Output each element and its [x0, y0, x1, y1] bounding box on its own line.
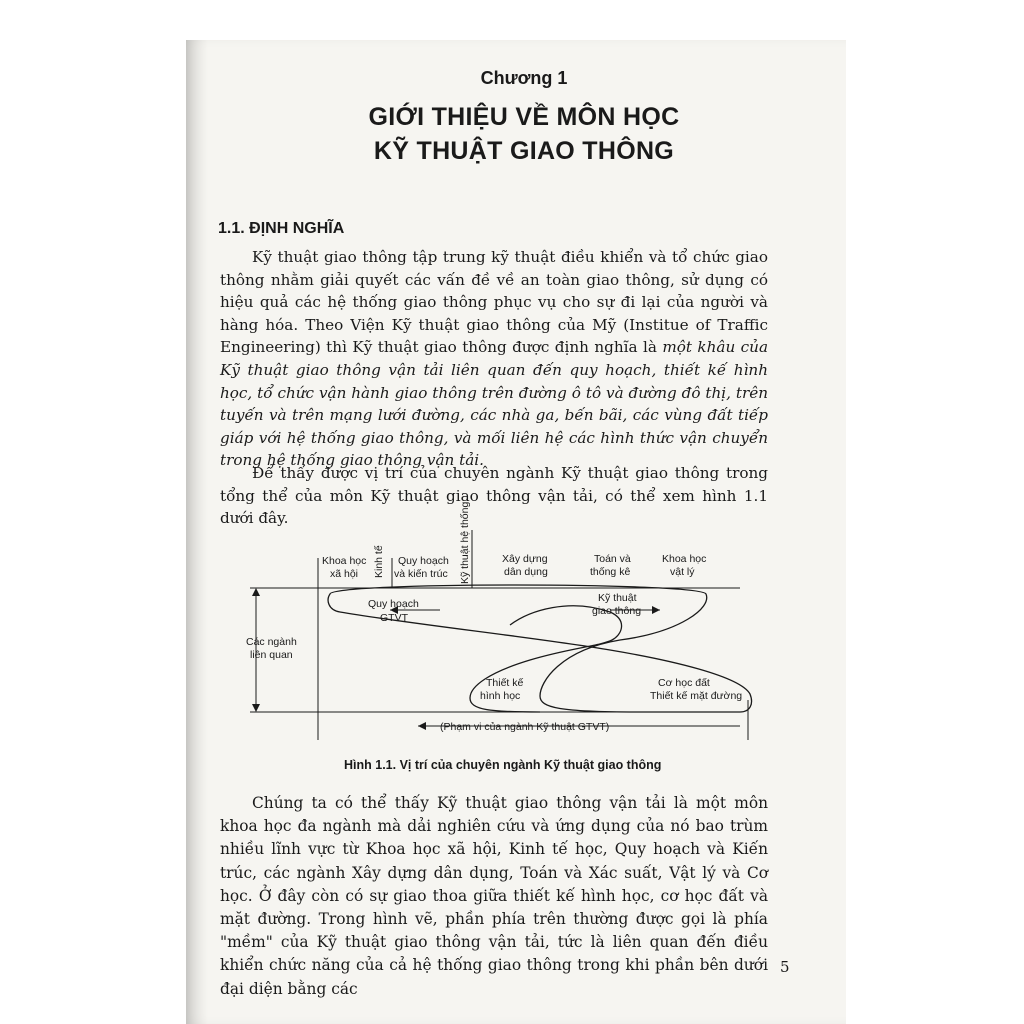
label-ky-thuat-gt-1: Kỹ thuật — [598, 592, 637, 604]
chapter-label: Chương 1 — [480, 68, 568, 88]
figure-caption: Hình 1.1. Vị trí của chuyên ngành Kỹ thuật giao thông — [344, 758, 662, 772]
label-xay-dung-2: dân dụng — [504, 566, 548, 578]
arrow-down-head — [252, 704, 260, 712]
label-quy-hoach-1: Quy hoạch — [398, 555, 449, 567]
paragraph-definition-text: Kỹ thuật giao thông tập trung kỹ thuật điều khiển và tổ chức giao thông nhằm giải quyết các vấn đề về an toàn giao thông, sử dụng có hiệu quả các hệ thống giao thông phục vụ cho sự đi lại của người và hàng hóa. Theo Viện Kỹ thuật giao thông của Mỹ (Institue of Traffic Engineering) thì Kỹ thuật giao thông được định nghĩa là — [220, 248, 768, 357]
label-vat-ly-1: Khoa học — [662, 553, 707, 565]
label-ky-thuat-he-thong: Kỹ thuật hệ thống — [459, 501, 471, 584]
label-scope: (Phạm vi của ngành Kỹ thuật GTVT) — [440, 721, 610, 733]
page-gutter-shadow — [186, 40, 208, 1024]
figure-diagram — [240, 500, 770, 760]
label-co-hoc-dat-1: Cơ học đất — [658, 677, 710, 689]
arrow-up-head — [252, 588, 260, 596]
paragraph-figure-intro: Để thấy được vị trí của chuyên ngành Kỹ thuật giao thông trong tổng thể của môn Kỹ thuật giao thông vận tải, có thể xem hình 1.1 dưới đây. — [220, 464, 768, 528]
chapter-title-line-1: GIỚI THIỆU VỀ MÔN HỌC — [368, 103, 680, 131]
paragraph-definition-italic: một khâu của Kỹ thuật giao thông vận tải liên quan đến quy hoạch, thiết kế hình học, tổ chức vận hành giao thông trên đường ô tô và đường đô thị, trên tuyến và trên mạng lưới đường, các nhà ga, bến bãi, các vùng đất tiếp giáp với hệ thống giao thông, và mối liên hệ các hình thức vận chuyển trong hệ thống giao thông vận tải. — [220, 338, 769, 470]
section-heading: 1.1. ĐỊNH NGHĨA — [218, 220, 345, 237]
chapter-title-line-2: KỸ THUẬT GIAO THÔNG — [373, 137, 675, 165]
page-number: 5 — [780, 958, 790, 976]
paragraph-discussion: Chúng ta có thể thấy Kỹ thuật giao thông vận tải là một môn khoa học đa ngành mà dải nghiên cứu và ứng dụng của nó bao trùm nhiều lĩnh vực từ Khoa học xã hội, Kinh tế học, Quy hoạch và Kiến trúc, các ngành Xây dựng dân dụng, Toán và Xác suất, Vật lý và Cơ học. Ở đây còn có sự giao thoa giữa thiết kế hình học, cơ học đất và mặt đường. Trong hình vẽ, phần phía trên thường được gọi là phía "mềm" của Kỹ thuật giao thông vận tải, tức là liên quan đến điều khiển chức năng của cả hệ thống giao thông trong khi phần bên dưới đại diện bằng các — [220, 794, 768, 998]
label-khoa-hoc-xa-hoi-1: Khoa học — [322, 555, 367, 567]
label-quy-hoach-gtvt-2: GTVT — [380, 612, 408, 624]
paragraph-definition — [220, 246, 768, 472]
label-thiet-ke-1: Thiết kế — [486, 677, 524, 689]
label-co-hoc-dat-2: Thiết kế mặt đường — [650, 690, 743, 702]
label-quy-hoach-2: và kiến trúc — [394, 568, 448, 580]
label-vat-ly-2: vật lý — [670, 566, 695, 578]
label-toan-1: Toán và — [594, 553, 631, 565]
label-khoa-hoc-xa-hoi-2: xã hội — [330, 568, 359, 580]
label-thiet-ke-2: hình học — [480, 690, 521, 702]
arrow-ktgt-head — [652, 606, 660, 614]
label-ky-thuat-gt-2: giao thông — [592, 605, 642, 617]
label-xay-dung-1: Xây dựng — [502, 553, 548, 565]
label-kinh-te: Kinh tế — [373, 545, 385, 578]
label-quy-hoach-gtvt-1: Quy hoạch — [368, 598, 419, 610]
label-cac-nganh-1: Các ngành — [246, 636, 297, 648]
scope-arrow-head — [418, 722, 426, 730]
label-cac-nganh-2: liên quan — [250, 649, 293, 661]
label-toan-2: thống kê — [590, 566, 631, 578]
